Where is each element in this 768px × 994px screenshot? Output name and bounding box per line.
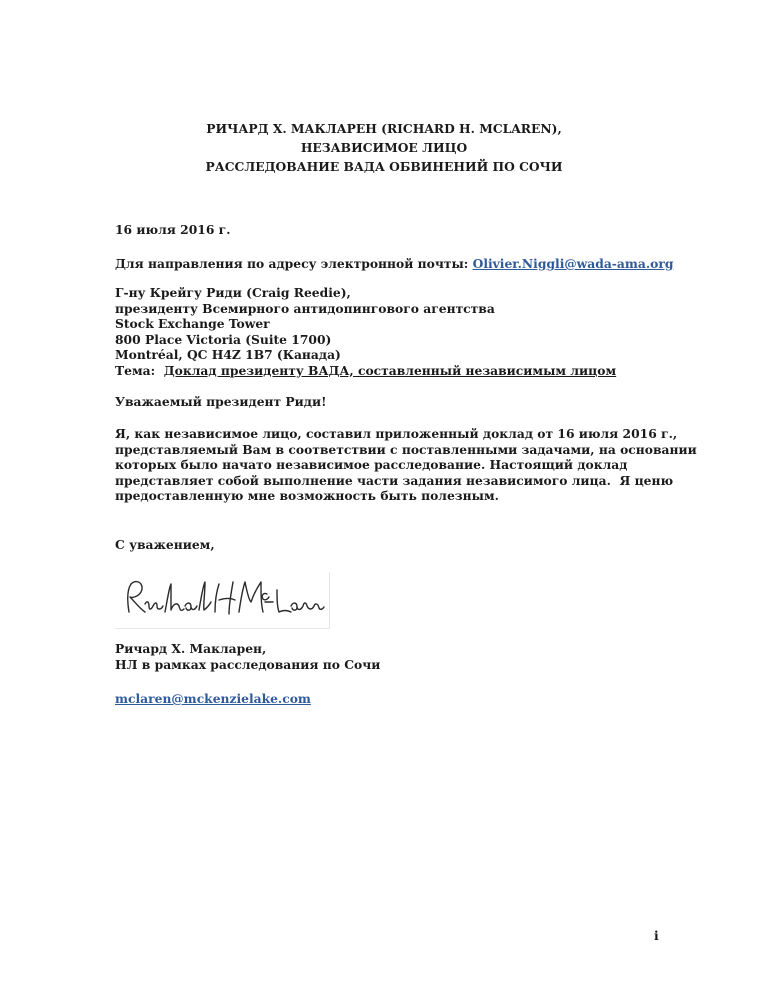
subject-text: Доклад президенту ВАДА, составленный независимым лицом [163,362,617,378]
recipient-street: 800 Place Victoria (Suite 1700) [115,331,332,347]
recipient-position: президенту Всемирного антидопингового агентства [115,300,495,316]
recipient-building: Stock Exchange Tower [115,316,270,331]
recipient-address [115,285,616,378]
body-line: представляемый Вам в соответствии с поставленными задачами, на основании [115,441,697,457]
body-line: представляет собой выполнение части задания независимого лица. Я ценю [115,472,674,488]
recipient-name: Г-ну Крейгу Риди (Craig Reedie), [115,285,351,300]
email-delivery-label: Для направления по адресу электронной почты: [115,256,473,271]
signer-email-link[interactable]: mclaren@mckenzielake.com [115,691,311,706]
letter-date: 16 июля 2016 г. [115,222,231,237]
recipient-city: Montréal, QC H4Z 1B7 (Канада) [115,347,341,362]
signer-block [115,641,380,672]
page-number: i [654,928,659,943]
letter-body [115,426,697,504]
recipient-email-link[interactable]: Olivier.Niggli@wada-ama.org [472,256,674,271]
subject-label: Тема: [115,362,164,378]
header-line-investigation: РАССЛЕДОВАНИЕ ВАДА ОБВИНЕНИЙ ПО СОЧИ [205,159,563,174]
signature-image [115,572,330,629]
header-line-author: РИЧАРД Х. МАКЛАРЕН (RICHARD H. MCLAREN), [206,121,562,136]
closing: С уважением, [115,537,215,552]
body-line: предоставленную мне возможность быть полезным. [115,488,499,503]
letter-header [0,119,768,176]
signer-email-line [115,691,311,707]
header-line-role: НЕЗАВИСИМОЕ ЛИЦО [300,140,468,155]
signature-drawing [115,572,329,628]
body-line: Я, как независимое лицо, составил приложенный доклад от 16 июля 2016 г., [115,426,678,441]
signer-name: Ричард Х. Макларен, [115,641,267,656]
body-line: которых было начато независимое расследование. Настоящий доклад [115,457,628,472]
salutation: Уважаемый президент Риди! [115,394,327,409]
signer-title: НЛ в рамках расследования по Сочи [115,656,381,672]
subject-line [115,363,616,379]
email-delivery-line [115,256,673,272]
